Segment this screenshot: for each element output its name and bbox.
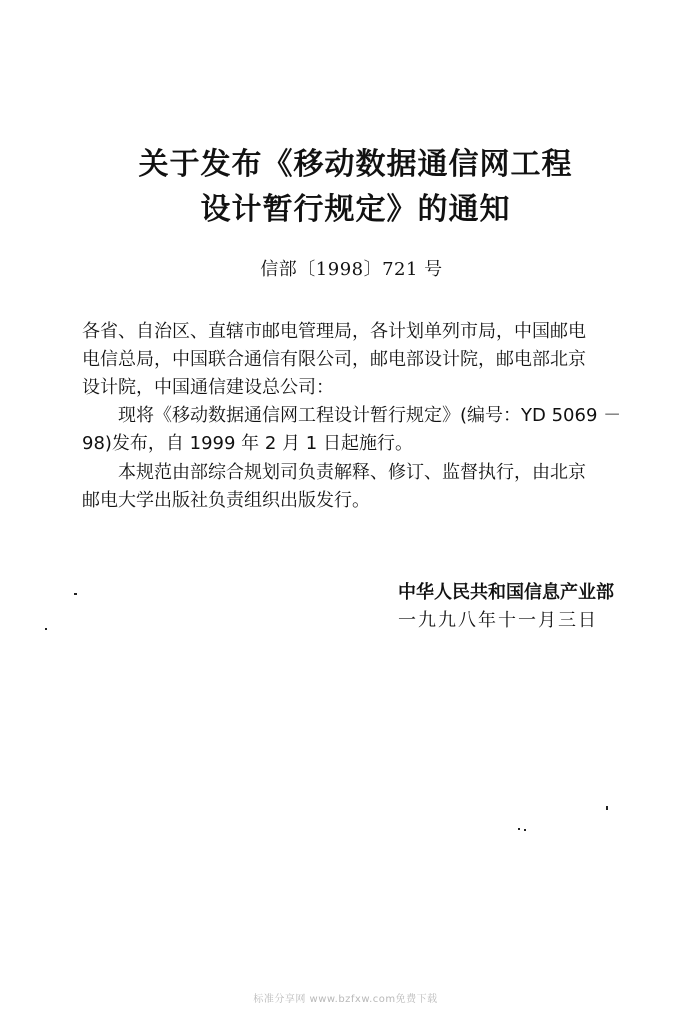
- scan-speck: [45, 628, 47, 630]
- title-line-2: 设计暂行规定》的通知: [200, 192, 511, 227]
- scan-speck: [524, 829, 526, 831]
- scan-speck: [74, 593, 77, 595]
- paragraph-2-line-1: 本规范由部综合规划司负责解释、修订、监督执行，由北京: [118, 462, 586, 483]
- title-line-1: 关于发布《移动数据通信网工程: [138, 147, 573, 182]
- issue-date: 一九九八年十一月三日: [398, 610, 598, 631]
- watermark: 标准分享网 www.bzfxw.com免费下载: [253, 994, 438, 1005]
- paragraph-2-line-2: 邮电大学出版社负责组织出版发行。: [82, 490, 370, 511]
- addressee-line-2: 电信总局，中国联合通信有限公司，邮电部设计院，邮电部北京: [82, 349, 586, 370]
- document-number: 信部〔1998〕721 号: [260, 259, 443, 280]
- scan-speck: [606, 806, 608, 810]
- scan-speck: [518, 828, 520, 830]
- addressee-line-3: 设计院，中国通信建设总公司：: [82, 377, 334, 398]
- paragraph-1-line-1: 现将《移动数据通信网工程设计暂行规定》(编号：YD 5069 －: [118, 405, 622, 426]
- addressee-line-1: 各省、自治区、直辖市邮电管理局，各计划单列市局，中国邮电: [82, 321, 586, 342]
- paragraph-1-line-2: 98)发布，自 1999 年 2 月 1 日起施行。: [82, 433, 413, 454]
- issuer: 中华人民共和国信息产业部: [398, 582, 614, 603]
